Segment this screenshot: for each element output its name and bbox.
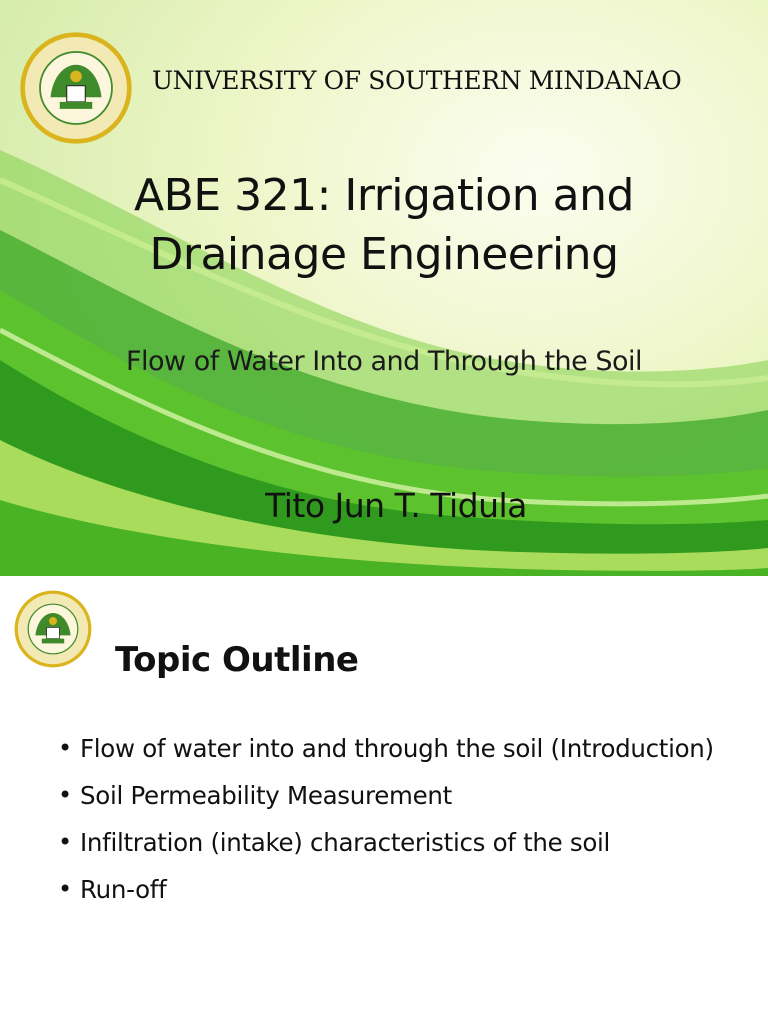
- list-item: [58, 874, 748, 905]
- university-name: UNIVERSITY OF SOUTHERN MINDANAO: [152, 66, 682, 95]
- lecture-subtitle: Flow of Water Into and Through the Soil: [126, 346, 642, 377]
- list-item-text: Run-off: [80, 875, 167, 904]
- university-seal-logo: [18, 30, 134, 146]
- list-item: [58, 733, 748, 764]
- bullet-icon: •: [58, 734, 72, 762]
- outline-heading: Topic Outline: [115, 640, 359, 680]
- bullet-icon: •: [58, 781, 72, 809]
- list-item-text: Infiltration (intake) characteristics of the soil: [80, 828, 611, 857]
- list-item-text: Soil Permeability Measurement: [80, 781, 452, 810]
- course-title-line-2: Drainage Engineering: [149, 229, 619, 280]
- topic-list: [58, 733, 748, 921]
- list-item-text: Flow of water into and through the soil (Introduction): [80, 734, 714, 763]
- bullet-icon: •: [58, 828, 72, 856]
- university-seal-logo-small: [13, 589, 93, 669]
- bullet-icon: •: [58, 875, 72, 903]
- course-title: [0, 166, 768, 284]
- author-name: Tito Jun T. Tidula: [265, 486, 527, 525]
- course-title-line-1: ABE 321: Irrigation and: [134, 170, 634, 221]
- list-item: [58, 827, 748, 858]
- list-item: [58, 780, 748, 811]
